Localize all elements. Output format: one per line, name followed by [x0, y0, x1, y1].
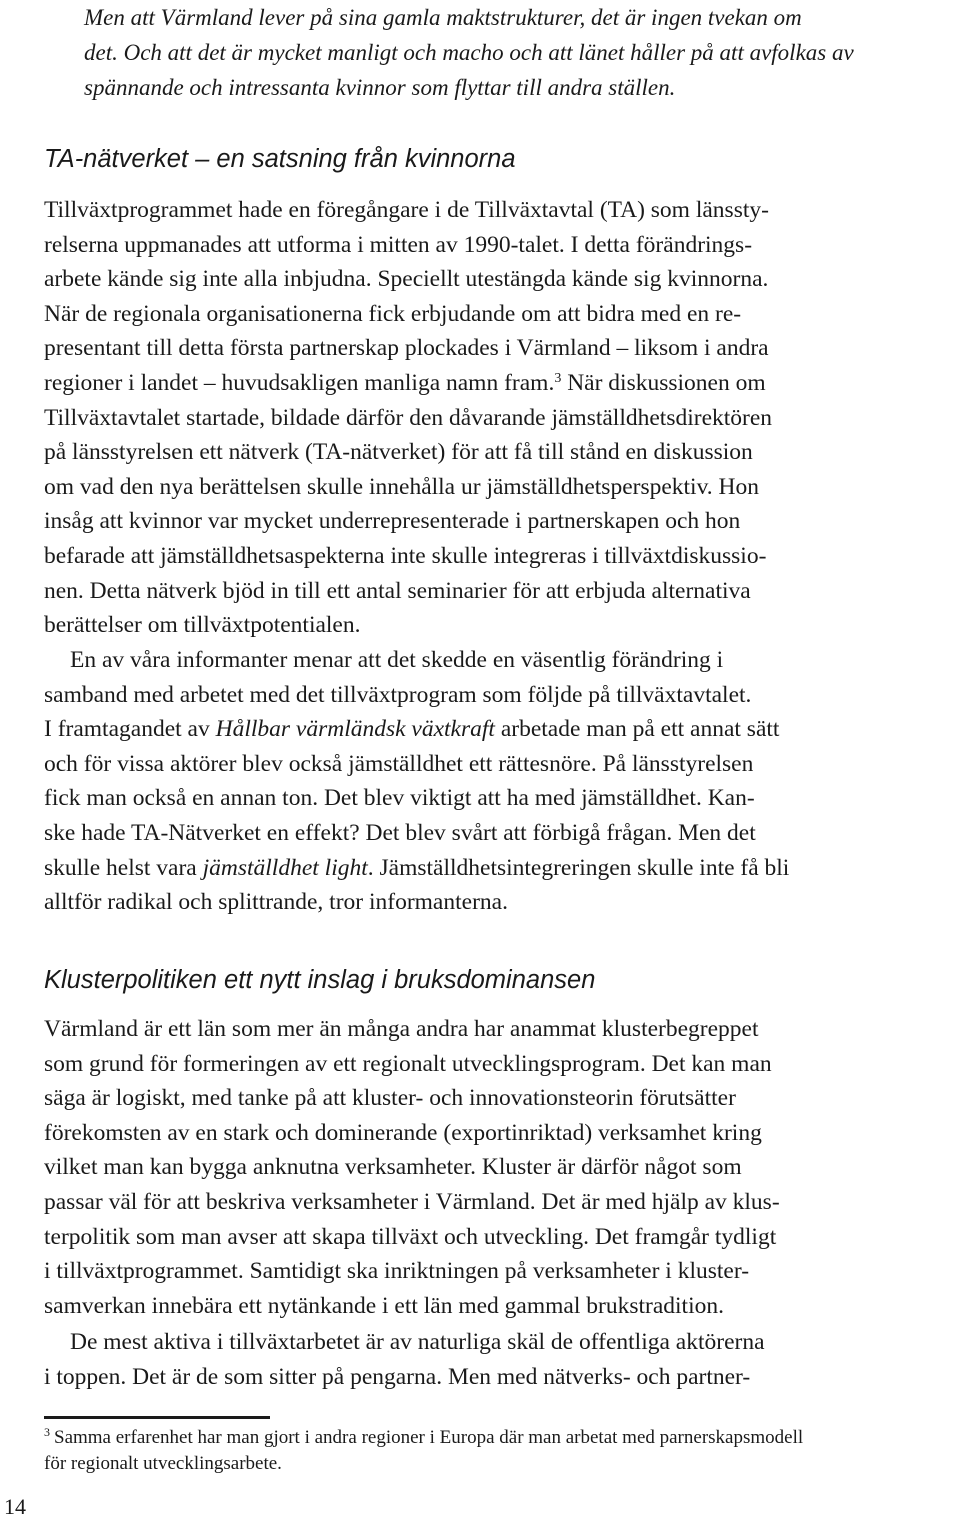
footnote-number: 3	[44, 1425, 50, 1439]
footnote-text: Samma erfarenhet har man gjort i andra regioner i Europa där man arbetat med parnerskapsmodell	[54, 1427, 804, 1448]
text-line: säga är logiskt, med tanke på att kluster- och innovationsteorin förutsätter	[44, 1085, 736, 1112]
paragraph-kluster-1	[44, 1012, 934, 1323]
text-line: insåg att kvinnor var mycket underrepresenterade i partnerskapen och hon	[44, 508, 741, 535]
footnote	[44, 1425, 960, 1477]
paragraph-ta-2	[44, 643, 934, 920]
text-line: ske hade TA-Nätverket en effekt? Det blev svårt att förbigå frågan. Men det	[44, 819, 756, 846]
text-line: Tillväxtprogrammet hade en föregångare i de Tillväxtavtal (TA) som länssty-	[44, 197, 769, 223]
page-number: 14	[4, 1494, 26, 1519]
text-line: nen. Detta nätverk bjöd in till ett antal seminarier för att erbjuda alternativa	[44, 577, 751, 604]
section-heading-klusterpolitiken: Klusterpolitiken ett nytt inslag i bruksdominansen	[44, 966, 596, 994]
text-line: arbete kände sig inte alla inbjudna. Speciellt utestängda kände sig kvinnorna.	[44, 266, 769, 293]
text-line: i tillväxtprogrammet. Samtidigt ska inriktningen på verksamheter i kluster-	[44, 1258, 750, 1285]
text-segment: arbetade man på ett annat sätt	[494, 716, 780, 743]
text-line: vilket man kan bygga anknutna verksamheter. Kluster är därför något som	[44, 1154, 742, 1181]
block-quote	[84, 0, 944, 105]
quote-line: spännande och intressanta kvinnor som flyttar till andra ställen.	[84, 75, 676, 100]
text-line: Tillväxtavtalet startade, bildade därför den dåvarande jämställdhetsdirektören	[44, 404, 773, 431]
quote-line: det. Och att det är mycket manligt och macho och att länet håller på att avfolkas av	[84, 40, 854, 65]
footnote-divider	[44, 1416, 270, 1419]
italic-phrase: jämställdhet light	[202, 854, 368, 881]
text-line: på länsstyrelsen ett nätverk (TA-nätverket) för att få till stånd en diskussion	[44, 439, 753, 466]
text-line	[44, 851, 934, 886]
text-segment: När diskussionen om	[561, 369, 766, 396]
text-line: relserna uppmanades att utforma i mitten av 1990-talet. I detta förändrings-	[44, 231, 753, 258]
text-line: och för vissa aktörer blev också jämställdhet ett rättesnöre. På länsstyrelsen	[44, 750, 754, 777]
text-segment: I framtagandet av	[44, 716, 216, 743]
text-line: om vad den nya berättelsen skulle innehålla ur jämställdhetsperspektiv. Hon	[44, 473, 760, 500]
text-line	[44, 712, 934, 747]
text-line: samverkan innebära ett nytänkande i ett län med gammal brukstradition.	[44, 1292, 724, 1319]
text-line: berättelser om tillväxtpotentialen.	[44, 612, 361, 639]
text-line: Värmland är ett län som mer än många andra har anammat klusterbegreppet	[44, 1016, 759, 1042]
text-line: som grund för formeringen av ett regionalt utvecklingsprogram. Det kan man	[44, 1050, 772, 1077]
text-line: samband med arbetet med det tillväxtprogram som följde på tillväxtavtalet.	[44, 681, 752, 708]
text-segment: skulle helst vara	[44, 854, 203, 881]
text-segment: . Jämställdhetsintegreringen skulle inte få bli	[367, 854, 790, 881]
text-line: fick man också en annan ton. Det blev viktigt att ha med jämställdhet. Kan-	[44, 785, 755, 812]
text-line: presentant till detta första partnerskap plockades i Värmland – liksom i andra	[44, 335, 769, 362]
text-line: När de regionala organisationerna fick erbjudande om att bidra med en re-	[44, 300, 742, 327]
text-line: befarade att jämställdhetsaspekterna inte skulle integreras i tillväxtdiskussio-	[44, 542, 767, 569]
footnote-reference: 3	[554, 370, 562, 386]
paragraph-kluster-2	[44, 1325, 934, 1394]
quote-line: Men att Värmland lever på sina gamla maktstrukturer, det är ingen tvekan om	[84, 5, 802, 30]
text-line: passar väl för att beskriva verksamheter i Värmland. Det är med hjälp av klus-	[44, 1188, 780, 1215]
text-line: förekomsten av en stark och dominerande (exportinriktad) verksamhet kring	[44, 1119, 762, 1146]
footnote-line	[44, 1425, 960, 1451]
text-line	[44, 366, 934, 401]
text-segment: regioner i landet – huvudsakligen manliga namn fram.	[44, 369, 555, 396]
footnote-line: för regionalt utvecklingsarbete.	[44, 1453, 282, 1474]
section-heading-ta-natverket: TA-nätverket – en satsning från kvinnorna	[44, 145, 516, 173]
text-line: De mest aktiva i tillväxtarbetet är av naturliga skäl de offentliga aktörerna	[70, 1329, 765, 1355]
text-line: En av våra informanter menar att det skedde en väsentlig förändring i	[70, 647, 724, 673]
text-line: terpolitik som man avser att skapa tillväxt och utveckling. Det framgår tydligt	[44, 1223, 777, 1250]
paragraph-ta-1	[44, 193, 934, 643]
text-line: alltför radikal och splittrande, tror informanterna.	[44, 889, 508, 916]
italic-title: Hållbar värmländsk växtkraft	[215, 716, 495, 743]
text-line: i toppen. Det är de som sitter på pengarna. Men med nätverks- och partner-	[44, 1363, 751, 1390]
